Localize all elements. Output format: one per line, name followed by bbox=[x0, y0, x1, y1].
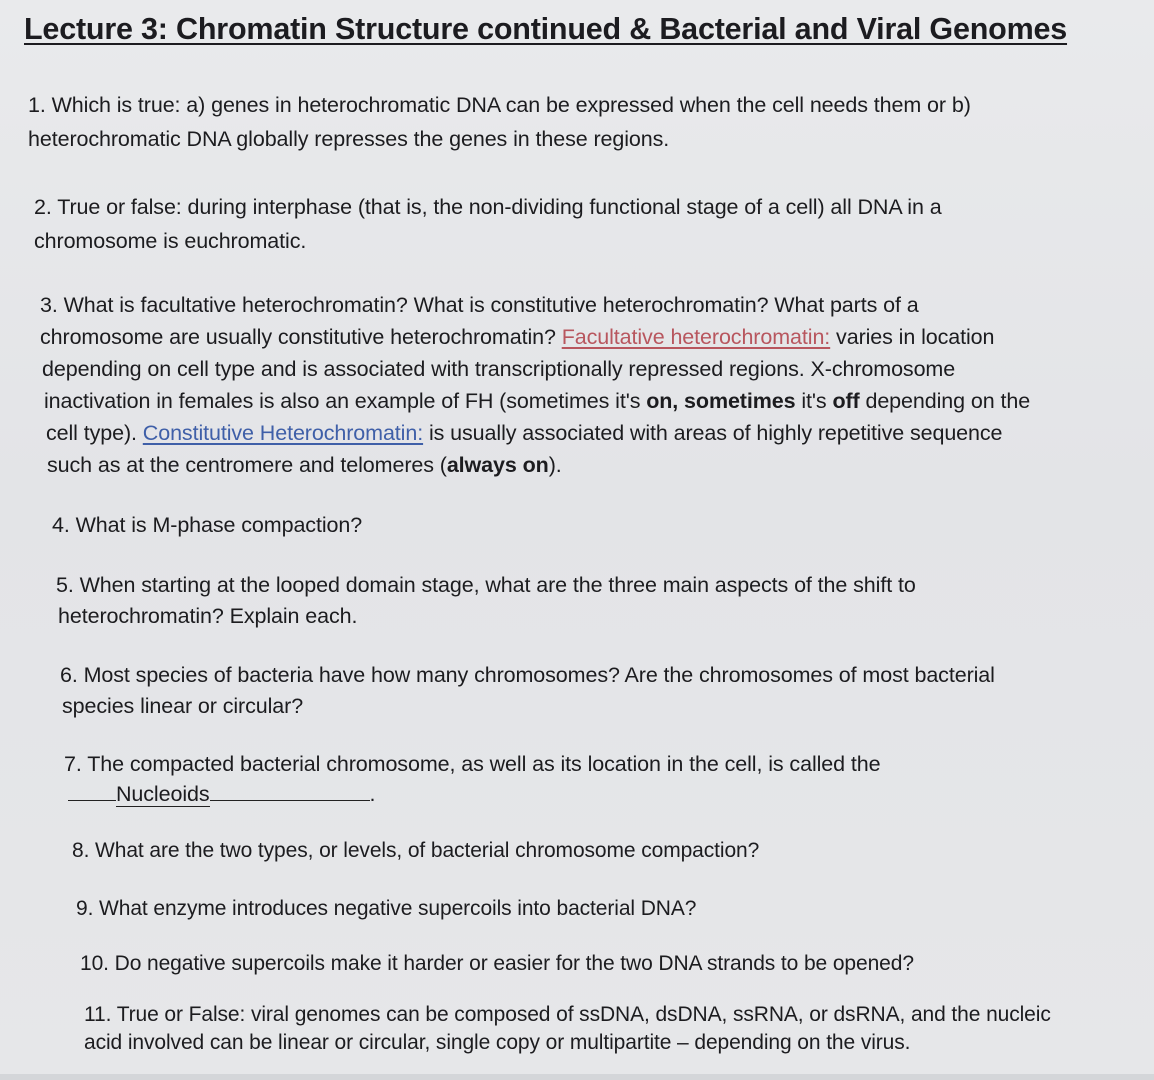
question-9-line-1: 9. What enzyme introduces negative supercoils into bacterial DNA? bbox=[76, 897, 697, 920]
question-2-line-2: chromosome is euchromatic. bbox=[34, 229, 307, 253]
page-title: Lecture 3: Chromatin Structure continued & Bacterial and Viral Genomes bbox=[24, 12, 1068, 46]
page-bottom-edge bbox=[0, 1074, 1154, 1080]
question-9 bbox=[76, 892, 696, 925]
question-3-bold-text: off bbox=[832, 389, 860, 413]
question-3-line-5 bbox=[40, 417, 1030, 449]
facultative-heterochromatin-link[interactable]: Facultative heterochromatin: bbox=[561, 325, 831, 349]
question-3-text: is usually associated with areas of highly repetitive sequence bbox=[423, 421, 1003, 445]
question-3-bold-text: always on bbox=[446, 453, 549, 477]
question-3-line-6 bbox=[40, 449, 1030, 481]
answer-blank-before bbox=[68, 780, 116, 801]
question-5-line-1: 5. When starting at the looped domain stage, what are the three main aspects of the shift to bbox=[56, 573, 916, 597]
question-4 bbox=[52, 509, 362, 542]
question-1 bbox=[28, 88, 971, 156]
question-1-line-2: heterochromatic DNA globally represses the genes in these regions. bbox=[28, 127, 670, 151]
question-6-line-1: 6. Most species of bacteria have how many chromosomes? Are the chromosomes of most bacterial bbox=[60, 663, 995, 687]
question-11-line-1: 11. True or False: viral genomes can be composed of ssDNA, dsDNA, ssRNA, or dsRNA, and the nucleic bbox=[84, 1003, 1051, 1026]
question-3-bold-text: on, sometimes bbox=[646, 389, 796, 413]
question-3-text: cell type). bbox=[46, 421, 143, 445]
question-7-answer-line bbox=[64, 779, 880, 809]
question-4-line-1: 4. What is M-phase compaction? bbox=[52, 513, 363, 537]
question-3-line-4 bbox=[40, 385, 1030, 417]
question-3-text: such as at the centromere and telomeres ( bbox=[47, 453, 447, 477]
question-3-line-3: depending on cell type and is associated with transcriptionally repressed regions. X-chromosome bbox=[42, 357, 956, 381]
question-5-line-2: heterochromatin? Explain each. bbox=[58, 604, 358, 628]
question-11-line-2: acid involved can be linear or circular, single copy or multipartite – depending on the virus. bbox=[84, 1031, 911, 1054]
question-3-line-1: 3. What is facultative heterochromatin? What is constitutive heterochromatin? What parts of a bbox=[40, 293, 919, 317]
question-5 bbox=[56, 570, 916, 632]
question-3-text: ). bbox=[548, 453, 562, 477]
question-7-period: . bbox=[369, 782, 376, 806]
question-7-line-1: 7. The compacted bacterial chromosome, as well as its location in the cell, is called the bbox=[64, 752, 881, 776]
question-3-text: inactivation in females is also an example of FH (sometimes it's bbox=[44, 389, 647, 413]
answer-blank-after bbox=[210, 780, 370, 801]
question-11 bbox=[84, 1001, 1051, 1057]
question-2 bbox=[34, 190, 942, 258]
question-3-text: depending on the bbox=[859, 389, 1031, 413]
question-3-text: it's bbox=[795, 389, 833, 413]
question-3-line-2 bbox=[40, 321, 1030, 353]
question-3-text: varies in location bbox=[830, 325, 995, 349]
question-8 bbox=[72, 834, 759, 867]
question-7 bbox=[64, 749, 880, 809]
question-3 bbox=[40, 289, 1030, 481]
question-10 bbox=[80, 947, 914, 980]
question-6 bbox=[60, 660, 995, 722]
question-3-text: chromosome are usually constitutive heterochromatin? bbox=[40, 325, 562, 349]
question-8-line-1: 8. What are the two types, or levels, of bacterial chromosome compaction? bbox=[72, 839, 760, 862]
question-2-line-1: 2. True or false: during interphase (that is, the non-dividing functional stage of a cell) all DNA in a bbox=[34, 195, 942, 219]
question-7-answer: Nucleoids bbox=[116, 782, 210, 806]
question-1-line-1: 1. Which is true: a) genes in heterochromatic DNA can be expressed when the cell needs them or b) bbox=[28, 93, 971, 117]
question-10-line-1: 10. Do negative supercoils make it harder or easier for the two DNA strands to be opened? bbox=[80, 952, 914, 975]
constitutive-heterochromatin-link[interactable]: Constitutive Heterochromatin: bbox=[142, 421, 424, 445]
question-6-line-2: species linear or circular? bbox=[62, 694, 304, 718]
